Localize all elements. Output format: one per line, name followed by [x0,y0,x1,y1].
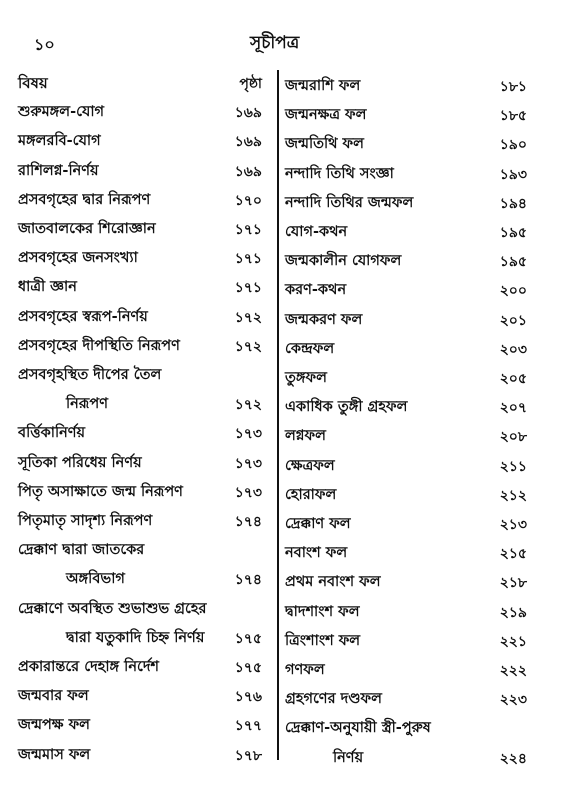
toc-entry-page: ২১৫ [499,546,527,563]
toc-entry-page: ২১৮ [499,575,527,592]
toc-entry-title: প্রসবগৃহের জনসংখ্যা [18,250,138,267]
toc-entry-page: ১৯৪ [499,195,527,212]
toc-entry-title: জন্মকালীন যোগফল [285,253,402,270]
toc-entry-page: ১৭২ [234,338,262,355]
toc-entry-title: জাতবালকের শিরোজ্ঞান [18,221,156,237]
toc-entry [18,510,268,534]
toc-entry [18,218,268,242]
page-heading: পৃষ্ঠা [239,76,262,92]
toc-entry-page: ১৯৫ [499,254,527,271]
toc-entry-page: ২২২ [499,663,527,679]
toc-entry-title: নন্দাদি তিথির জন্মফল [285,194,414,211]
toc-entry-title: জন্মনক্ষত্র ফল [285,107,367,124]
toc-entry [18,160,268,184]
toc-entry-page: ২০৫ [499,371,527,387]
toc-entry [18,189,268,213]
toc-entry-title: সূতিকা পরিধেয় নির্ণয় [18,454,142,471]
toc-entry [18,422,268,446]
toc-header-row [18,72,268,96]
toc-entry-page: ১৮১ [499,79,527,95]
toc-entry-title: গণফল [285,662,325,678]
toc-entry-page: ১৭৩ [234,455,262,472]
toc-entry-page: ১৭৫ [234,660,262,676]
toc-entry-title: ধাত্রী জ্ঞান [18,279,77,296]
toc-entry-title: জন্মকরণ ফল [285,311,363,328]
toc-entry [285,75,533,99]
subject-heading: বিষয় [18,74,48,92]
toc-entry [18,364,268,388]
toc-entry-page: ২০৩ [499,341,527,358]
toc-entry-title: কেন্দ্রফল [285,340,335,357]
toc-entry-title: প্রসবগৃহের স্বরূপ-নির্ণয় [18,308,148,325]
toc-entry [285,425,533,449]
toc-entry-title: মঙ্গলরবি-যোগ [18,133,101,150]
toc-entry-page: ১৭৫ [234,630,262,647]
toc-entry [285,250,533,274]
toc-entry-title: হোরাফল [285,486,337,503]
toc-entry-page: ১৭১ [234,251,262,268]
toc-entry [285,659,533,683]
toc-entry-page: ১৭৩ [234,484,262,501]
toc-entry-title: জন্মমাস ফল [18,746,91,763]
toc-entry-page: ১৭০ [234,192,262,209]
toc-entry-page: ২১১ [499,458,527,475]
toc-entry-page: ১৬৯ [234,163,262,180]
toc-entry-page: ২০১ [499,312,527,329]
toc-entry-title: প্রসবগৃহস্থিত দীপের তৈল [18,367,162,383]
toc-entry [18,598,268,622]
toc-entry-page: ২১২ [499,487,527,504]
column-divider [277,70,279,760]
toc-entry-title: ক্ষেত্রফল [285,457,335,474]
toc-entry-title: জন্মরাশি ফল [285,78,361,94]
toc-entry-title: বর্ত্তিকানির্ণয় [18,425,86,442]
toc-entry [18,627,268,651]
toc-entry-title: জন্মবার ফল [18,688,89,705]
toc-entry [285,221,533,245]
toc-entry [18,744,268,768]
toc-entry-page: ১৭২ [234,397,262,414]
toc-entry-title: করণ-কথন [285,282,347,299]
toc-entry-page: ১৯৫ [499,225,527,241]
toc-entry-page: ২২৩ [499,692,527,709]
toc-entry-page: ১৭৩ [234,426,262,443]
toc-entry-page: ১৬৯ [234,134,262,151]
toc-entry [18,452,268,476]
toc-entry [18,306,268,330]
toc-entry [285,484,533,508]
toc-entry-title: দ্বাদশাংশ ফল [285,603,360,620]
toc-entry-title: প্রকারান্তরে দেহাঙ্গ নির্দেশ [18,659,160,675]
toc-entry-title: প্রসবগৃহের দ্বার নিরূপণ [18,191,151,208]
toc-entry [285,163,533,187]
toc-entry [18,656,268,680]
toc-entry-page: ১৯৩ [499,166,527,183]
toc-entry-title: ত্রিংশাংশ ফল [285,632,361,649]
toc-entry-page: ১৭১ [234,280,262,297]
page-number: ১০ [34,35,55,54]
toc-entry [285,455,533,479]
toc-entry-page: ১৭৬ [234,689,262,706]
toc-entry [285,630,533,654]
toc-entry-page: ১৭৪ [234,572,262,589]
toc-entry [18,539,268,563]
toc-entry-title: লগ্নফল [285,428,326,445]
toc-entry-title: দ্বারা যতুকাদি চিহ্ন নির্ণয় [66,629,205,646]
toc-entry-title: একাধিক তুঙ্গী গ্রহফল [285,399,408,416]
toc-entry [285,601,533,625]
toc-entry-title: দ্রেক্কাণ ফল [285,516,351,532]
toc-entry-title: যোগ-কথন [285,224,348,240]
toc-entry [18,101,268,125]
toc-entry-page: ২০০ [499,283,527,300]
toc-entry [18,481,268,505]
toc-entry-page: ১৭১ [234,222,262,238]
toc-entry-title: দ্রেক্কাণ দ্বারা জাতকের [18,542,145,559]
toc-entry-title: শুরুমঙ্গল-যোগ [18,104,105,121]
page-title: সূচীপত্র [250,33,300,53]
toc-entry [285,104,533,128]
toc-entry-page: ১৭৮ [234,747,262,764]
toc-entry-page: ২২৪ [499,750,527,767]
toc-entry-title: তুঙ্গফল [285,370,327,386]
toc-entry-page: ১৭৪ [234,514,262,530]
toc-entry-page: ১৮৫ [499,108,527,125]
toc-entry [285,542,533,566]
toc-entry [18,568,268,592]
toc-entry-title: নির্ণয় [333,749,364,766]
toc-entry [285,338,533,362]
toc-entry [285,133,533,157]
toc-entry [18,714,268,738]
toc-entry-page: ১৭২ [234,309,262,326]
toc-entry [285,717,533,741]
toc-entry [285,571,533,595]
toc-entry-title: জন্মতিথি ফল [285,136,364,153]
toc-entry-title: পিতৃমাতৃ সাদৃশ্য নিরূপণ [18,513,153,529]
toc-entry-page: ২১৯ [499,604,527,621]
toc-entry-title: জন্মপক্ষ ফল [18,717,90,734]
toc-entry-title: নবাংশ ফল [285,545,348,562]
toc-entry [18,393,268,417]
toc-entry-page: ২২১ [499,633,527,650]
toc-entry-page: ১৭৭ [234,718,262,735]
toc-entry [285,688,533,712]
toc-entry-page: ১৬৯ [234,105,262,122]
toc-entry [285,192,533,216]
toc-entry-title: দ্রেক্কাণ-অনুযায়ী স্ত্রী-পুরুষ [285,720,431,737]
toc-entry-page: ২১৩ [499,517,527,533]
toc-entry [18,276,268,300]
toc-entry [285,513,533,537]
toc-entry [285,367,533,391]
toc-entry [285,747,533,771]
toc-entry [285,396,533,420]
toc-entry [18,685,268,709]
toc-entry-title: নিরূপণ [66,396,108,413]
toc-entry-page: ১৯০ [499,137,527,154]
toc-entry-title: নন্দাদি তিথি সংজ্ঞা [285,165,394,182]
toc-entry [285,309,533,333]
toc-entry-page: ২০৮ [499,429,527,446]
toc-entry-title: অঙ্গবিভাগ [66,571,125,588]
toc-entry [285,279,533,303]
toc-entry-title: গ্রহগণের দণ্ডফল [285,691,382,708]
toc-entry-title: প্রথম নবাংশ ফল [285,574,381,591]
toc-entry-title: প্রসবগৃহের দীপস্থিতি নিরূপণ [18,337,180,354]
toc-entry-page: ২০৭ [499,400,527,417]
toc-entry-title: রাশিলগ্ন-নির্ণয় [18,162,99,179]
toc-entry [18,335,268,359]
toc-entry-title: পিতৃ অসাক্ষাতে জন্ম নিরূপণ [18,483,183,500]
toc-entry [18,130,268,154]
toc-entry [18,247,268,271]
toc-entry-title: দ্রেক্কাণে অবস্থিত শুভাশুভ গ্রহের [18,600,207,617]
